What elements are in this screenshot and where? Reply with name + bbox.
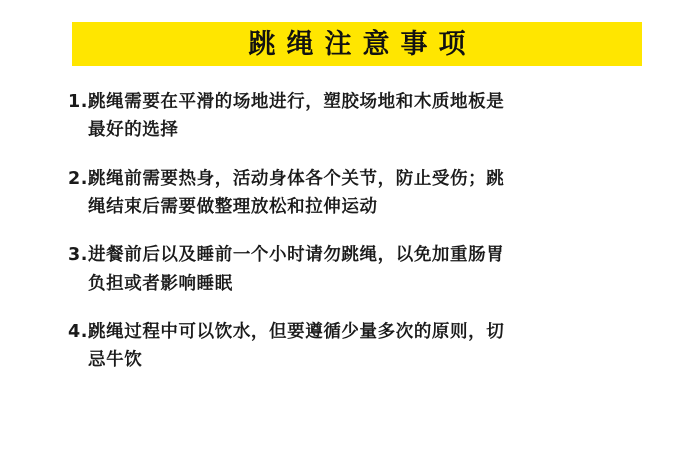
list-item-line: 负担或者影响睡眠 [88,273,233,294]
list-item [68,165,664,222]
list-item-line: 最好的选择 [88,120,179,141]
list-item-line: 4.跳绳过程中可以饮水，但要遵循少量多次的原则，切 [68,322,505,343]
list-item-line: 忌牛饮 [88,350,143,371]
list-item [68,88,664,145]
title-highlight-banner [72,22,642,66]
page-title: 跳绳注意事项 [248,28,477,60]
notes-list [68,88,664,395]
list-item-line: 绳结束后需要做整理放松和拉伸运动 [88,197,378,218]
list-item [68,318,664,375]
list-item [68,241,664,298]
list-item-line: 3.进餐前后以及睡前一个小时请勿跳绳，以免加重肠胃 [68,245,505,266]
list-item-line: 2.跳绳前需要热身，活动身体各个关节，防止受伤；跳 [68,168,505,189]
list-item-line: 1.跳绳需要在平滑的场地进行，塑胶场地和木质地板是 [68,92,505,112]
